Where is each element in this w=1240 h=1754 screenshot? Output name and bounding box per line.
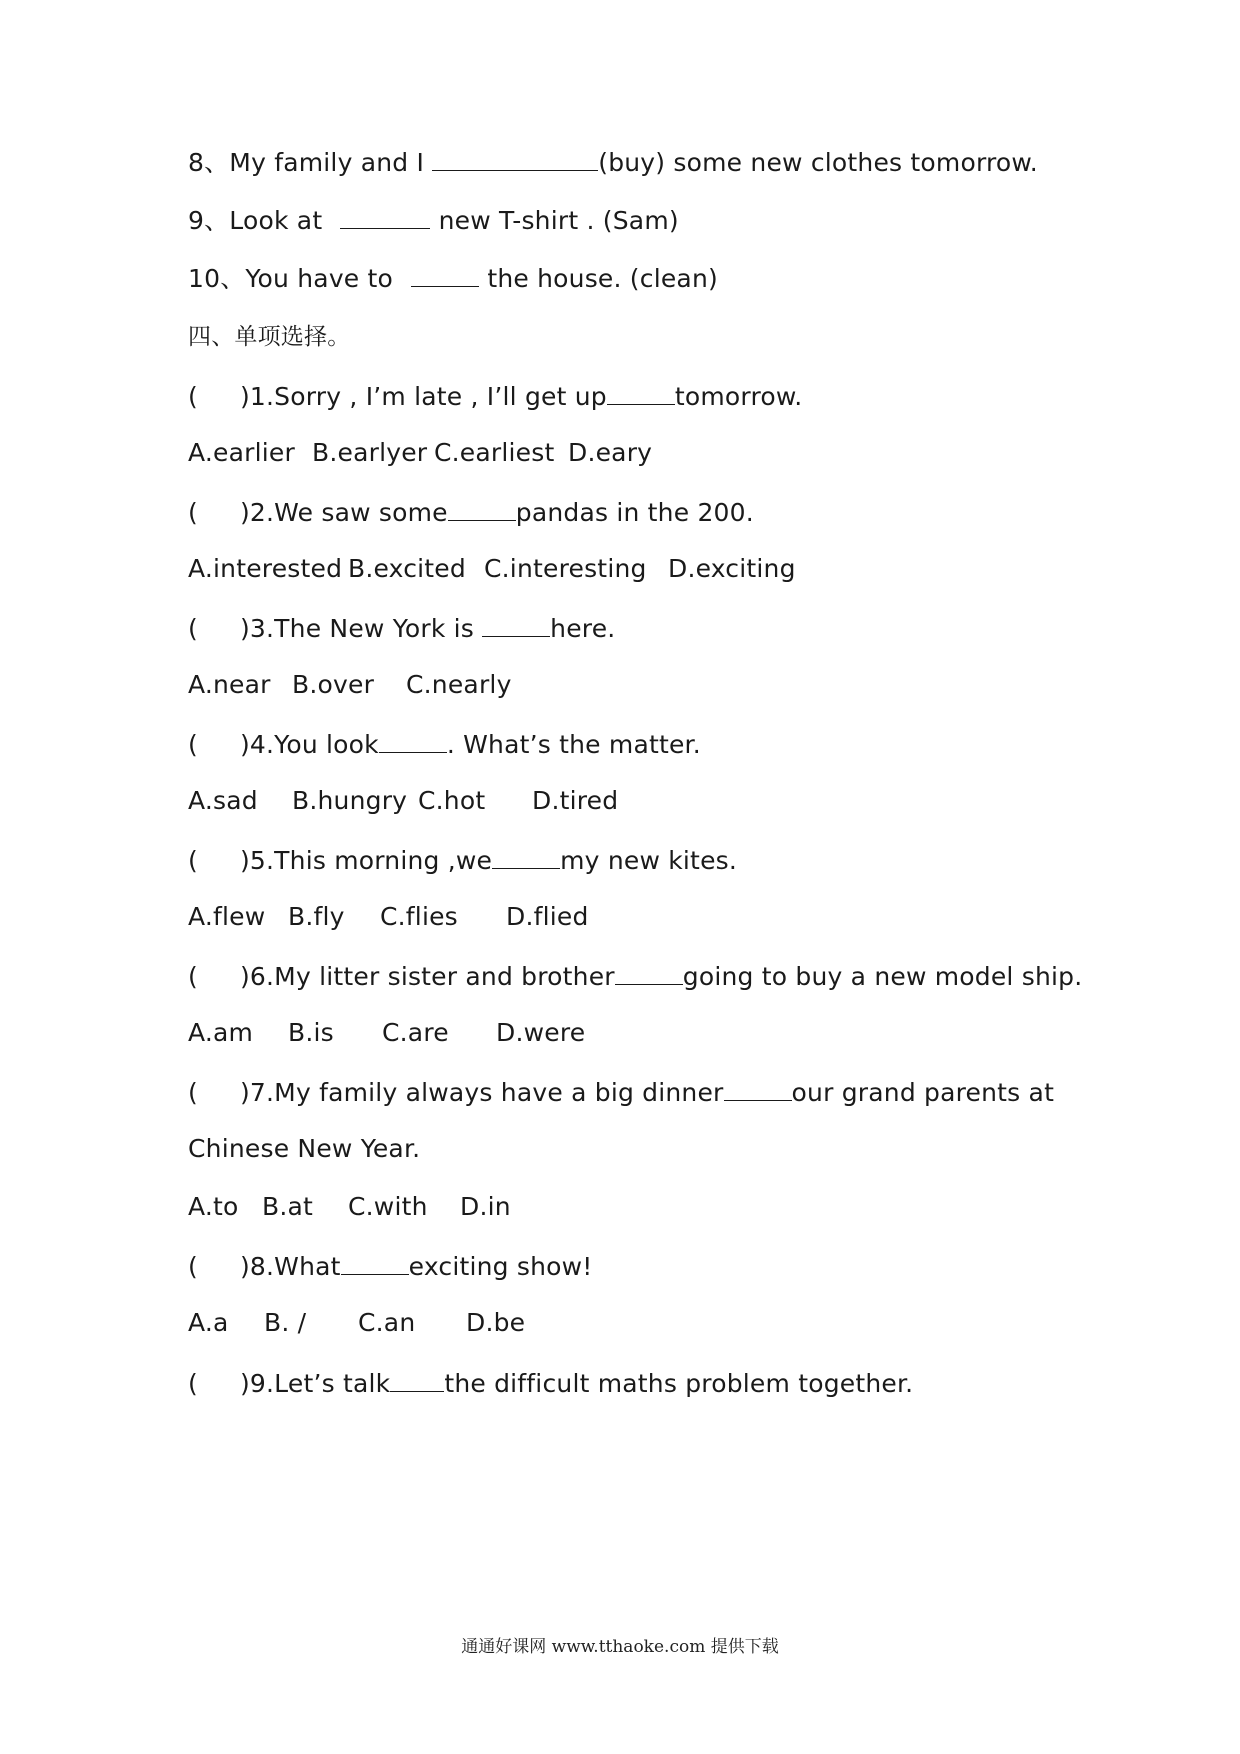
option-b[interactable]: B.hungry [292, 786, 408, 815]
option-d[interactable]: D.be [466, 1308, 526, 1337]
question-stem: )7.My family always have a big dinner [239, 1078, 724, 1107]
question-stem: )3.The New York is [239, 614, 483, 643]
fill-in-item-9 [188, 202, 1080, 238]
answer-paren-open: ( [188, 614, 198, 643]
option-a[interactable]: A.interested [188, 554, 343, 583]
answer-paren-open: ( [188, 962, 198, 991]
option-a[interactable]: A.to [188, 1192, 239, 1221]
options-7 [188, 1190, 1080, 1224]
answer-paren-open: ( [188, 1252, 198, 1281]
options-6 [188, 1016, 1080, 1050]
question-stem-end: pandas in the 200. [515, 498, 754, 527]
option-a[interactable]: A.near [188, 670, 271, 699]
option-d[interactable]: D.were [496, 1018, 586, 1047]
option-c[interactable]: C.with [348, 1192, 428, 1221]
answer-blank[interactable] [448, 494, 516, 521]
question-stem: )6.My litter sister and brother [239, 962, 615, 991]
section-title: 四、单项选择。 [188, 324, 351, 350]
fill-in-item-10 [188, 260, 1080, 296]
option-b[interactable]: B. / [264, 1308, 307, 1337]
option-b[interactable]: B.excited [348, 554, 466, 583]
question-stem: )9.Let’s talk [239, 1369, 391, 1398]
option-b[interactable]: B.earlyer [312, 438, 428, 467]
answer-blank[interactable] [432, 144, 598, 171]
question-5 [188, 842, 1080, 878]
question-stem: )8.What [239, 1252, 341, 1281]
option-a[interactable]: A.am [188, 1018, 254, 1047]
fill-in-prefix: 8、My family and I [188, 148, 433, 177]
question-1 [188, 378, 1080, 414]
option-c[interactable]: C.flies [380, 902, 458, 931]
option-a[interactable]: A.sad [188, 786, 258, 815]
option-b[interactable]: B.over [292, 670, 375, 699]
fill-in-prefix: 9、Look at [188, 206, 331, 235]
option-d[interactable]: D.tired [532, 786, 619, 815]
answer-blank[interactable] [341, 1248, 409, 1275]
option-d[interactable]: D.flied [506, 902, 589, 931]
option-c[interactable]: C.an [358, 1308, 416, 1337]
question-stem-end: tomorrow. [674, 382, 803, 411]
options-4 [188, 784, 1080, 818]
option-c[interactable]: C.earliest [434, 438, 555, 467]
option-a[interactable]: A.earlier [188, 438, 295, 467]
option-d[interactable]: D.exciting [668, 554, 796, 583]
answer-paren-open: ( [188, 730, 198, 759]
answer-blank[interactable] [411, 260, 479, 287]
question-stem-end: the difficult maths problem together. [444, 1369, 914, 1398]
answer-paren-open: ( [188, 498, 198, 527]
question-3 [188, 610, 1080, 646]
answer-blank[interactable] [340, 202, 430, 229]
question-9 [188, 1365, 1080, 1401]
option-a[interactable]: A.a [188, 1308, 229, 1337]
question-stem-end: here. [550, 614, 616, 643]
question-6 [188, 958, 1083, 994]
options-8 [188, 1306, 1080, 1340]
option-d[interactable]: D.in [460, 1192, 511, 1221]
option-a[interactable]: A.flew [188, 902, 266, 931]
question-stem-end: going to buy a new model ship. [682, 962, 1083, 991]
answer-blank[interactable] [390, 1365, 444, 1392]
fill-in-suffix: the house. (clean) [479, 264, 718, 293]
question-7-continuation: Chinese New Year. [188, 1134, 421, 1163]
answer-paren-open: ( [188, 846, 198, 875]
fill-in-suffix: new T-shirt . (Sam) [430, 206, 679, 235]
answer-blank[interactable] [482, 610, 550, 637]
answer-blank[interactable] [607, 378, 675, 405]
question-4 [188, 726, 1080, 762]
fill-in-suffix: (buy) some new clothes tomorrow. [598, 148, 1038, 177]
question-7 [188, 1074, 1080, 1110]
question-stem: )4.You look [239, 730, 379, 759]
question-stem-end: our grand parents at [791, 1078, 1055, 1107]
answer-blank[interactable] [724, 1074, 792, 1101]
question-stem-end: my new kites. [560, 846, 738, 875]
option-b[interactable]: B.at [262, 1192, 314, 1221]
option-c[interactable]: C.nearly [406, 670, 512, 699]
fill-in-item-8 [188, 144, 1080, 180]
options-2 [188, 552, 1080, 586]
option-c[interactable]: C.interesting [484, 554, 647, 583]
answer-paren-open: ( [188, 382, 198, 411]
question-8 [188, 1248, 1080, 1284]
option-b[interactable]: B.is [288, 1018, 334, 1047]
question-stem: )1.Sorry , I’m late , I’ll get up [239, 382, 607, 411]
option-d[interactable]: D.eary [568, 438, 653, 467]
question-stem: )2.We saw some [239, 498, 448, 527]
answer-paren-open: ( [188, 1369, 198, 1398]
option-c[interactable]: C.hot [418, 786, 486, 815]
question-stem: )5.This morning ,we [239, 846, 493, 875]
answer-blank[interactable] [492, 842, 560, 869]
options-5 [188, 900, 1080, 934]
answer-blank[interactable] [379, 726, 447, 753]
question-2 [188, 494, 1080, 530]
answer-paren-open: ( [188, 1078, 198, 1107]
question-stem-end: . What’s the matter. [446, 730, 701, 759]
option-c[interactable]: C.are [382, 1018, 449, 1047]
page-footer: 通通好课网 www.tthaoke.com 提供下载 [461, 1637, 779, 1657]
option-b[interactable]: B.fly [288, 902, 345, 931]
fill-in-prefix: 10、You have to [188, 264, 402, 293]
answer-blank[interactable] [615, 958, 683, 985]
question-stem-end: exciting show! [408, 1252, 593, 1281]
options-3 [188, 668, 1080, 702]
options-1 [188, 436, 1080, 470]
